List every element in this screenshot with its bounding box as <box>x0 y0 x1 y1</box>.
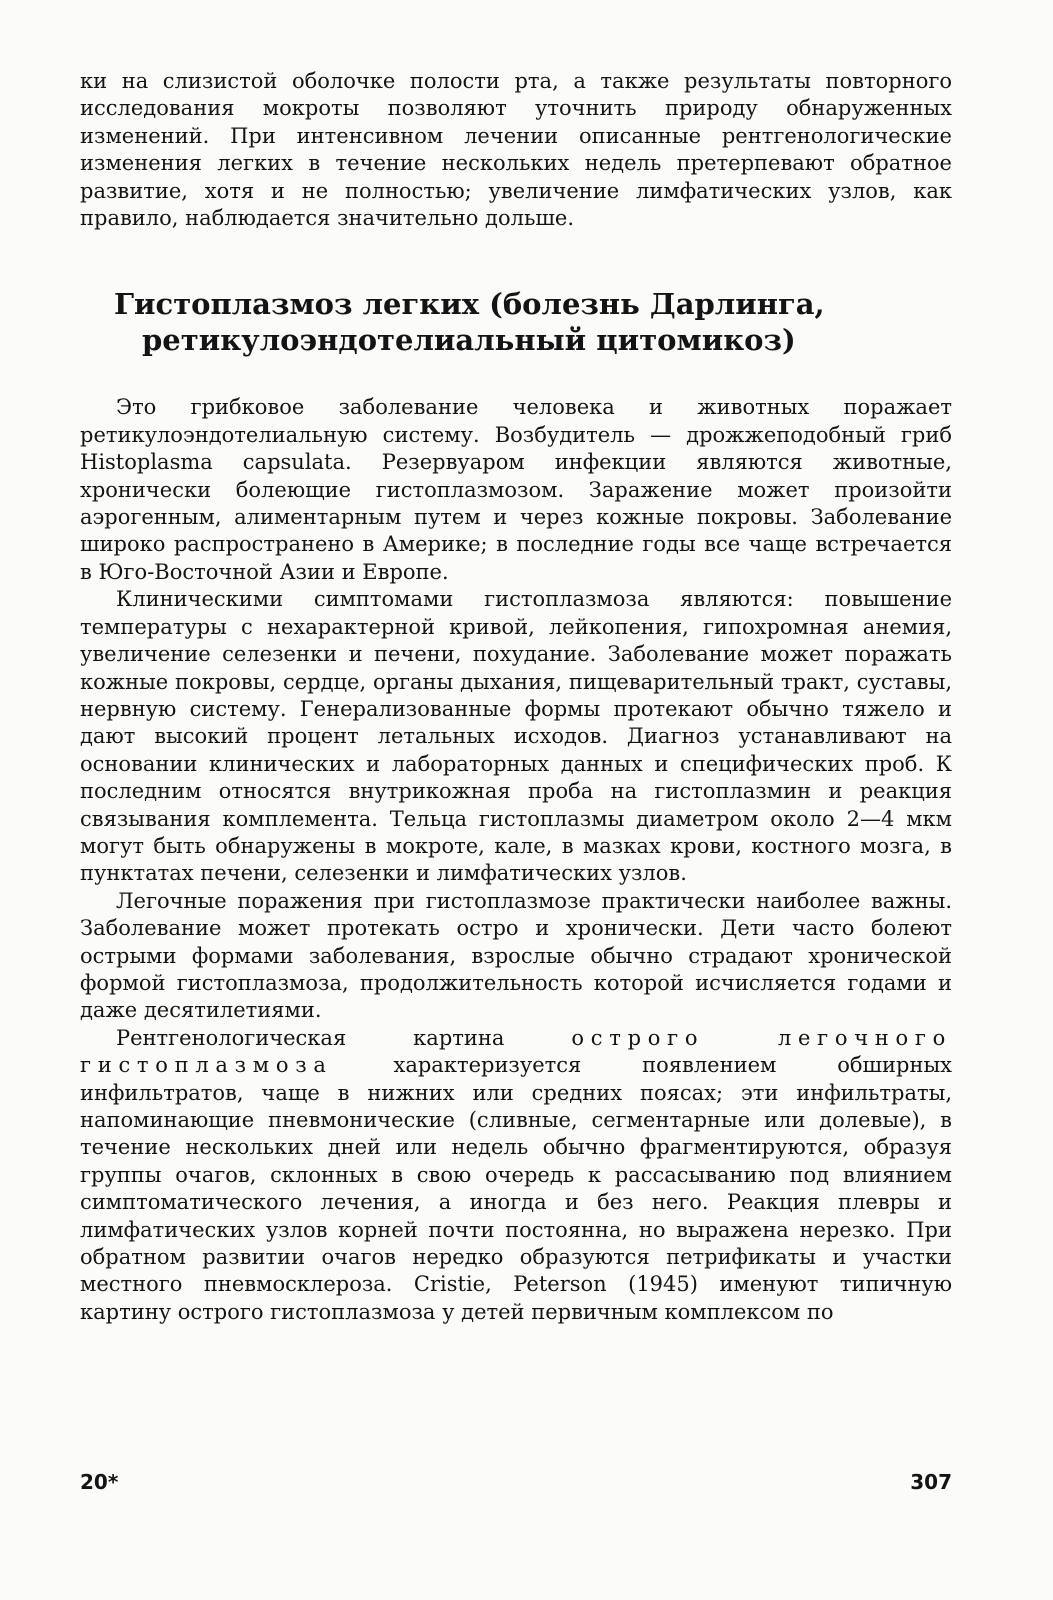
radiology-text: характеризуется появлением обширных инфильтратов, чаще в нижних или средних поясах; эти инфильтраты, напоминающие пневмонические (сливные, сегментарные или долевые), в течение нескольких дней или недель обычно фрагментируются, образуя группы очагов, склонных в свою очередь к рассасыванию под влиянием симптоматического лечения, а иногда и без него. Реакция плевры и лимфатических узлов корней почти постоянна, но выражена нерезко. При обратном развитии очагов нередко образуются петрификаты и участки местного пневмосклероза. Cristie, Peterson (1945) именуют типичную картину острого гистоплазмоза у детей первичным комплексом по <box>80 1053 952 1324</box>
section-heading-line-1: Гистоплазмоз легких (болезнь Дарлинга, <box>114 287 825 322</box>
paragraph-radiology <box>80 1025 952 1326</box>
section-heading-line-2: ретикулоэндотелиальный цитомикоз) <box>142 323 796 358</box>
radiology-lead: Рентгенологическая картина <box>116 1025 505 1050</box>
radiology-emphasis: острого легочного гистоплазмоза <box>80 1025 952 1078</box>
paragraph-pulmonary: Легочные поражения при гистоплазмозе практически наиболее важны. Заболевание может протекать остро и хронически. Дети часто болеют острыми формами заболевания, взрослые обычно страдают хронической формой гистоплазмоза, продолжительность которой исчисляется годами и даже десятилетиями. <box>80 888 952 1023</box>
paragraph-intro: Это грибковое заболевание человека и животных поражает ретикулоэндотелиальную систему. Возбудитель — дрожжеподобный гриб Histoplasma capsulata. Резервуаром инфекции являются животные, хронически болеющие гистоплазмозом. Заражение может произойти аэрогенным, алиментарным путем и через кожные покровы. Заболевание широко распространено в Америке; в последние годы все чаще встречается в Юго-Восточной Азии и Европе. <box>80 395 952 584</box>
paragraph-continued: ки на слизистой оболочке полости рта, а также результаты повторного исследования мокроты позволяют уточнить природу обнаруженных изменений. При интенсивном лечении описанные рентгенологические изменения легких в течение нескольких недель претерпевают обратное развитие, хотя и не полностью; увеличение лимфатических узлов, как правило, наблюдается значительно дольше. <box>80 69 952 231</box>
page-body <box>80 68 952 1326</box>
section-heading <box>80 286 952 358</box>
page-number: 307 <box>910 1470 952 1494</box>
paragraph-symptoms: Клиническими симптомами гистоплазмоза являются: повышение температуры с нехарактерной кривой, лейкопения, гипохромная анемия, увеличение селезенки и печени, похудание. Заболевание может поражать кожные покровы, сердце, органы дыхания, пищеварительный тракт, суставы, нервную систему. Генерализованные формы протекают обычно тяжело и дают высокий процент летальных исходов. Диагноз устанавливают на основании клинических и лабораторных данных и специфических проб. К последним относятся внутрикожная проба на гистоплазмин и реакция связывания комплемента. Тельца гистоплазмы диаметром около 2—4 мкм могут быть обнаружены в мокроте, кале, в мазках крови, костного мозга, в пунктатах печени, селезенки и лимфатических узлов. <box>80 587 952 886</box>
signature-mark: 20* <box>80 1470 119 1494</box>
